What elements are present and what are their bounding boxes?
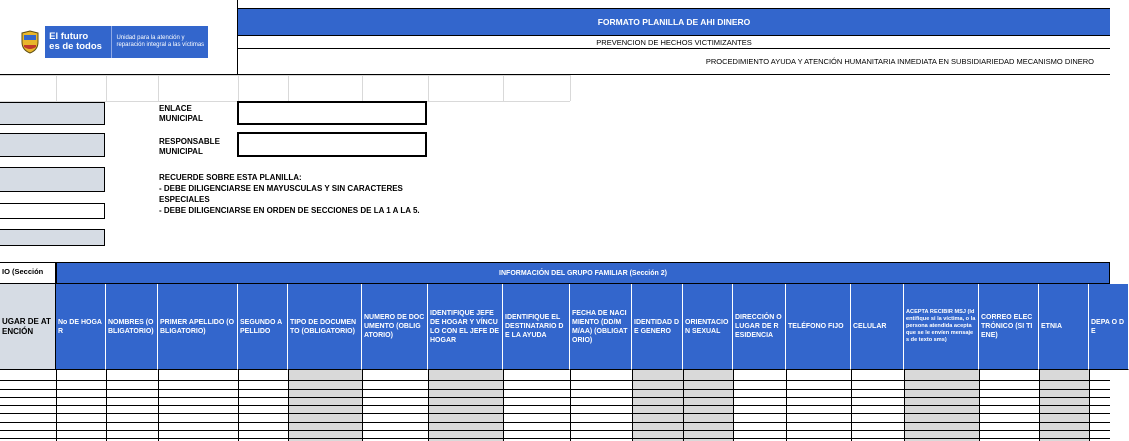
col-acepta-msj: ACEPTA RECIBIR MSJ (Identifique si la víctima, o la persona atendida acepta que se le envíen mensajes de texto sms) [904,284,979,370]
instructions-note: RECUERDE SOBRE ESTA PLANILLA: - DEBE DILIGENCIARSE EN MAYUSCULAS Y SIN CARACTERES ESPECIALES - DEBE DILIGENCIARSE EN ORDEN DE SECCIONES DE LA 1 A LA 5. [159,173,420,215]
enlace-municipal-input[interactable] [237,101,427,125]
col-fecha-nacimiento: FECHA DE NACIMIENTO (DD/MM/AA) (OBLIGATORIO) [570,284,632,370]
section-2-header: INFORMACIÓN DEL GRUPO FAMILIAR (Sección 2) [56,262,1110,284]
form-input-4[interactable] [0,203,105,219]
col-departamento: DEPA O DE [1089,284,1129,370]
col-jefe-hogar: IDENTIFIQUE JEFE DE HOGAR Y VÍNCULO CON EL JEFE DE HOGAR [428,284,503,370]
logo [14,26,208,58]
data-rows[interactable] [0,370,1110,441]
col-nombres: NOMBRES (OBLIGATORIO) [106,284,158,370]
col-correo: CORREO ELECTRÓNICO (SI TIENE) [979,284,1039,370]
procedure-label: PROCEDIMIENTO AYUDA Y ATENCIÓN HUMANITARIA INMEDIATA EN SUBSIDIARIEDAD MECANISMO DINERO [238,49,1110,75]
page-title: FORMATO PLANILLA DE AHI DINERO [238,8,1110,36]
col-etnia: ETNIA [1039,284,1089,370]
col-primer-apellido: PRIMER APELLIDO (OBLIGATORIO) [158,284,238,370]
col-destinatario: IDENTIFIQUE EL DESTINATARIO DE LA AYUDA [503,284,570,370]
col-telefono: TELÉFONO FIJO [786,284,851,370]
form-input-5[interactable] [0,229,105,246]
section-1-header: IO (Sección [0,262,56,284]
col-segundo-apellido: SEGUNDO APELLIDO [238,284,288,370]
col-orientacion-sexual: ORIENTACION SEXUAL [683,284,733,370]
col-celular: CELULAR [851,284,904,370]
col-tipo-documento: TIPO DE DOCUMENTO (OBLIGATORIO) [288,284,362,370]
form-input-3[interactable] [0,167,105,192]
page-subtitle: PREVENCION DE HECHOS VICTIMIZANTES [238,36,1110,49]
col-lugar-atencion: UGAR DE ATENCIÓN [0,284,56,370]
responsable-municipal-label: RESPONSABLE MUNICIPAL [159,137,220,156]
form-input-1[interactable] [0,102,105,125]
col-direccion: DIRECCIÓN O LUGAR DE RESIDENCIA [733,284,786,370]
enlace-municipal-label: ENLACE MUNICIPAL [159,104,203,123]
coat-of-arms-icon [14,26,45,58]
col-numero-documento: NUMERO DE DOCUMENTO (OBLIGATORIO) [362,284,428,370]
col-no-hogar: No DE HOGAR [56,284,106,370]
logo-subtitle: Unidad para la atención y reparación integral a las víctimas [112,26,208,58]
logo-slogan: El futuro es de todos [45,26,112,58]
col-identidad-genero: IDENTIDAD DE GENERO [632,284,683,370]
responsable-municipal-input[interactable] [237,132,427,157]
form-input-2[interactable] [0,133,105,157]
